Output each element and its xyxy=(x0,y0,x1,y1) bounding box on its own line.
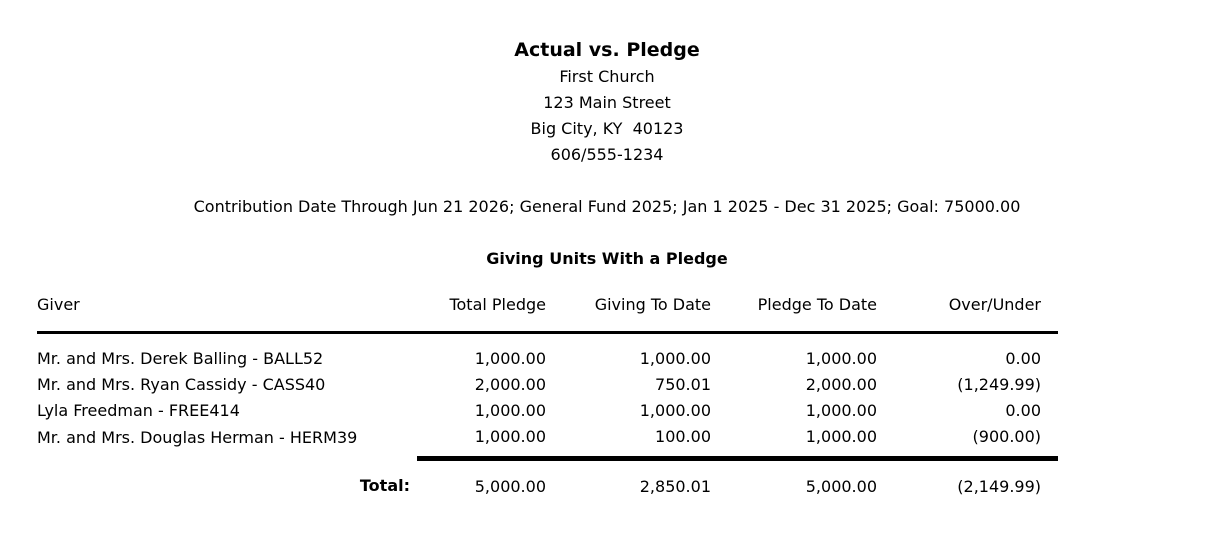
over-under-cell: 0.00 xyxy=(1005,349,1041,368)
total-pledge-cell: 1,000.00 xyxy=(474,427,546,446)
table-body xyxy=(37,333,1058,459)
section-title: Giving Units With a Pledge xyxy=(486,249,728,268)
over-under-cell: 0.00 xyxy=(1005,401,1041,420)
report-header xyxy=(0,0,1214,168)
total-pledge-cell: 1,000.00 xyxy=(474,401,546,420)
over-under-cell: (900.00) xyxy=(972,427,1041,446)
report-title: Actual vs. Pledge xyxy=(514,39,700,61)
pledge-to-date-cell: 1,000.00 xyxy=(805,401,877,420)
column-header-giving-to-date: Giving To Date xyxy=(563,292,728,333)
church-phone: 606/555-1234 xyxy=(550,145,664,164)
table-row xyxy=(37,398,1058,424)
giving-to-date-cell: 750.01 xyxy=(655,375,711,394)
table-row xyxy=(37,424,1058,459)
total-pledge-cell: 1,000.00 xyxy=(474,349,546,368)
giver-cell: Mr. and Mrs. Douglas Herman - HERM39 xyxy=(37,428,358,448)
over-under-cell: (1,249.99) xyxy=(957,375,1041,394)
giver-cell: Mr. and Mrs. Ryan Cassidy - CASS40 xyxy=(37,375,326,394)
pledge-to-date-cell: 2,000.00 xyxy=(805,375,877,394)
table-header-row xyxy=(37,292,1058,333)
total-pledge-cell: 2,000.00 xyxy=(474,375,546,394)
pledge-to-date-cell: 1,000.00 xyxy=(805,349,877,368)
church-name: First Church xyxy=(559,67,655,86)
pledge-to-date-cell: 1,000.00 xyxy=(805,427,877,446)
total-row xyxy=(37,459,1058,501)
giving-to-date-cell: 1,000.00 xyxy=(639,349,711,368)
column-header-pledge-to-date: Pledge To Date xyxy=(728,292,894,333)
table-row xyxy=(37,372,1058,398)
total-total-pledge: 5,000.00 xyxy=(417,459,563,501)
total-giving-to-date: 2,850.01 xyxy=(563,459,728,501)
column-header-total-pledge: Total Pledge xyxy=(417,292,563,333)
pledge-table xyxy=(37,292,1058,500)
table-row xyxy=(37,333,1058,373)
column-header-over-under: Over/Under xyxy=(894,292,1058,333)
church-address-street: 123 Main Street xyxy=(543,93,671,112)
giver-cell: Mr. and Mrs. Derek Balling - BALL52 xyxy=(37,349,324,368)
report-criteria-line: Contribution Date Through Jun 21 2026; General Fund 2025; Jan 1 2025 - Dec 31 2025; Goal: 75000.00 xyxy=(193,197,1021,216)
total-pledge-to-date: 5,000.00 xyxy=(728,459,894,501)
giving-to-date-cell: 1,000.00 xyxy=(639,401,711,420)
total-label: Total: xyxy=(359,475,410,495)
giver-cell: Lyla Freedman - FREE414 xyxy=(37,401,240,420)
column-header-giver: Giver xyxy=(37,292,417,333)
total-over-under: (2,149.99) xyxy=(894,459,1058,501)
church-address-city: Big City, KY 40123 xyxy=(530,119,684,138)
giving-to-date-cell: 100.00 xyxy=(655,427,711,446)
